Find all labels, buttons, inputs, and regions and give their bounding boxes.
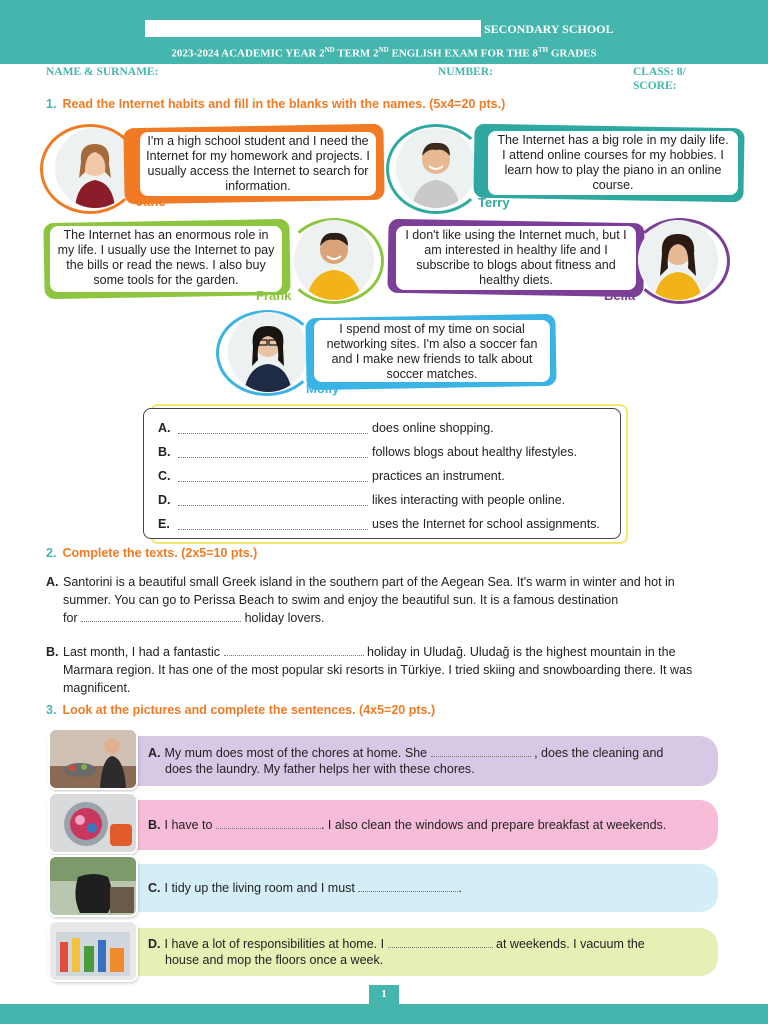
laundry-photo bbox=[50, 794, 136, 852]
question-1-title: 1. Read the Internet habits and fill in the blanks with the names. (5x4=20 pts.) bbox=[46, 97, 506, 111]
answer-blank-a[interactable] bbox=[178, 423, 368, 434]
text-a: A. Santorini is a beautiful small Greek island in the southern part of the Aegean Sea. It's warm in winter and hot in summer. You can go to Perissa Beach to swim and enjoy the beautiful sun. It is a famous destination for holiday lovers. bbox=[46, 575, 675, 625]
molly-bubble: I spend most of my time on social networking sites. I'm also a soccer fan and I make new friends to talk about soccer matches. bbox=[314, 320, 550, 382]
name-surname-label: NAME & SURNAME: bbox=[46, 66, 159, 78]
footer-band bbox=[0, 1004, 768, 1024]
class-label: CLASS: 8/ bbox=[633, 66, 686, 78]
blank-sentence-d[interactable] bbox=[388, 937, 493, 948]
school-label: SECONDARY SCHOOL bbox=[484, 22, 614, 36]
blank-sentence-c[interactable] bbox=[358, 881, 458, 892]
page-number: 1 bbox=[369, 985, 399, 1005]
fill-item-e: E. uses the Internet for school assignments. bbox=[158, 517, 600, 531]
groceries-photo bbox=[50, 922, 136, 980]
blank-text-b[interactable] bbox=[224, 645, 364, 656]
cooking-photo bbox=[50, 730, 136, 788]
fill-item-a: A. does online shopping. bbox=[158, 421, 494, 435]
frank-name: Frank bbox=[256, 288, 292, 303]
blank-sentence-a[interactable] bbox=[431, 746, 531, 757]
blank-text-a[interactable] bbox=[81, 611, 241, 622]
answer-blank-c[interactable] bbox=[178, 471, 368, 482]
sentence-strip-b: B. I have to . I also clean the windows and prepare breakfast at weekends. bbox=[130, 800, 718, 850]
terry-avatar bbox=[396, 128, 476, 208]
school-name-box[interactable] bbox=[145, 20, 481, 37]
question-3-title: 3. Look at the pictures and complete the sentences. (4x5=20 pts.) bbox=[46, 703, 436, 717]
score-label: SCORE: bbox=[633, 80, 677, 92]
molly-name: Molly bbox=[306, 381, 340, 396]
jane-bubble: I'm a high school student and I need the Internet for my homework and projects. I usually access the Internet to search for information. bbox=[140, 132, 376, 196]
sentence-strip-d: D. I have a lot of responsibilities at home. I at weekends. I vacuum the house and mop the floors once a week. bbox=[130, 928, 718, 976]
molly-avatar bbox=[228, 312, 308, 392]
bella-bubble: I don't like using the Internet much, but I am interested in healthy life and I subscribe to blogs about fitness and healthy diets. bbox=[396, 226, 636, 290]
text-b: B. Last month, I had a fantastic holiday in Uludağ. Uludağ is the highest mountain in the Marmara region. It has one of the most popular ski resorts in Türkiye. I tried skiing and snowboarding there. It was magnificent. bbox=[46, 645, 693, 695]
number-label: NUMBER: bbox=[438, 66, 493, 78]
frank-avatar bbox=[294, 220, 374, 300]
fill-item-d: D. likes interacting with people online. bbox=[158, 493, 566, 507]
answer-blank-d[interactable] bbox=[178, 495, 368, 506]
bella-name: Bella bbox=[604, 288, 636, 303]
frank-bubble: The Internet has an enormous role in my life. I usually use the Internet to pay the bills or read the news. I also buy some tools for the garden. bbox=[50, 226, 282, 292]
terry-name: Terry bbox=[478, 195, 510, 210]
fill-box bbox=[143, 408, 621, 539]
jane-name: Jane bbox=[136, 194, 166, 209]
sentence-strip-a: A. My mum does most of the chores at home. She , does the cleaning and does the laundry. My father helps her with these chores. bbox=[130, 736, 718, 786]
fill-item-b: B. follows blogs about healthy lifestyles. bbox=[158, 445, 577, 459]
fill-item-c: C. practices an instrument. bbox=[158, 469, 505, 483]
exam-title: 2023-2024 ACADEMIC YEAR 2ND TERM 2ND ENGLISH EXAM FOR THE 8TH GRADES bbox=[171, 46, 597, 60]
sentence-strip-c: C. I tidy up the living room and I must . bbox=[130, 864, 718, 912]
answer-blank-e[interactable] bbox=[178, 519, 368, 530]
bella-avatar bbox=[638, 220, 718, 300]
question-2-title: 2. Complete the texts. (2x5=10 pts.) bbox=[46, 546, 258, 560]
answer-blank-b[interactable] bbox=[178, 447, 368, 458]
trash-photo bbox=[50, 857, 136, 915]
terry-bubble: The Internet has a big role in my daily life. I attend online courses for my hobbies. I learn how to play the piano in an online course. bbox=[488, 131, 738, 195]
blank-sentence-b[interactable] bbox=[216, 818, 321, 829]
